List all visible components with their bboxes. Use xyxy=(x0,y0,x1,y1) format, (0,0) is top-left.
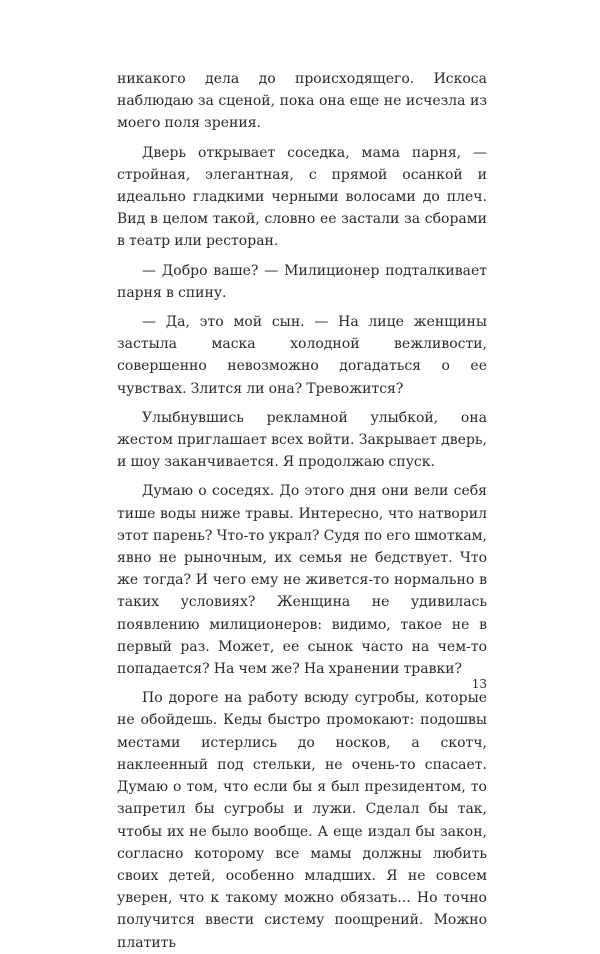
paragraph-1: никакого дела до происходящего. Искоса наблюдаю за сценой, пока она еще не исчезла из моего поля зрения. xyxy=(117,71,487,132)
paragraph-6: Думаю о соседях. До этого дня они вели себя тише воды ниже травы. Интересно, что натворил этот парень? Что-то украл? Судя по его шмоткам, явно не рыночным, их семья не бедствует. Что же тогда? И чего ему не живется-то нормально в таких условиях? Женщина не удивилась появлению милиционеров: видимо, такое не в первый раз. Может, ее сынок часто на чем-то попадается? На чем же? На хранении травки? xyxy=(117,483,487,678)
page-number: 13 xyxy=(471,677,487,691)
paragraph-4: — Да, это мой сын. — На лице женщины застыла маска холодной вежливости, совершенно невозможно догадаться о ее чувствах. Злится ли она? Тревожится? xyxy=(117,314,487,397)
paragraph-7: По дороге на работу всюду сугробы, которые не обойдешь. Кеды быстро промокают: подошвы местами истерлись до носков, а скотч, наклеенный под стельки, не очень-то спасает. Думаю о том, что если бы я был президентом, то запретил бы сугробы и лужи. Сделал бы так, чтобы их не было вообще. А еще издал бы закон, согласно которому все мамы должны любить своих детей, особенно младших. Я не совсем уверен, что к такому можно обязать... Но точно получится ввести систему поощрений. Можно платить xyxy=(117,690,487,951)
paragraph-5: Улыбнувшись рекламной улыбкой, она жестом приглашает всех войти. Закрывает дверь, и шоу заканчивается. Я продолжаю спуск. xyxy=(117,409,487,471)
body-text xyxy=(117,68,487,954)
paragraph-3: — Добро ваше? — Милиционер подталкивает парня в спину. xyxy=(117,262,487,301)
paragraph-2: Дверь открывает соседка, мама парня, — стройная, элегантная, с прямой осанкой и идеально гладкими черными волосами до плеч. Вид в целом такой, словно ее застали за сборами в театр или ресторан. xyxy=(117,144,487,250)
